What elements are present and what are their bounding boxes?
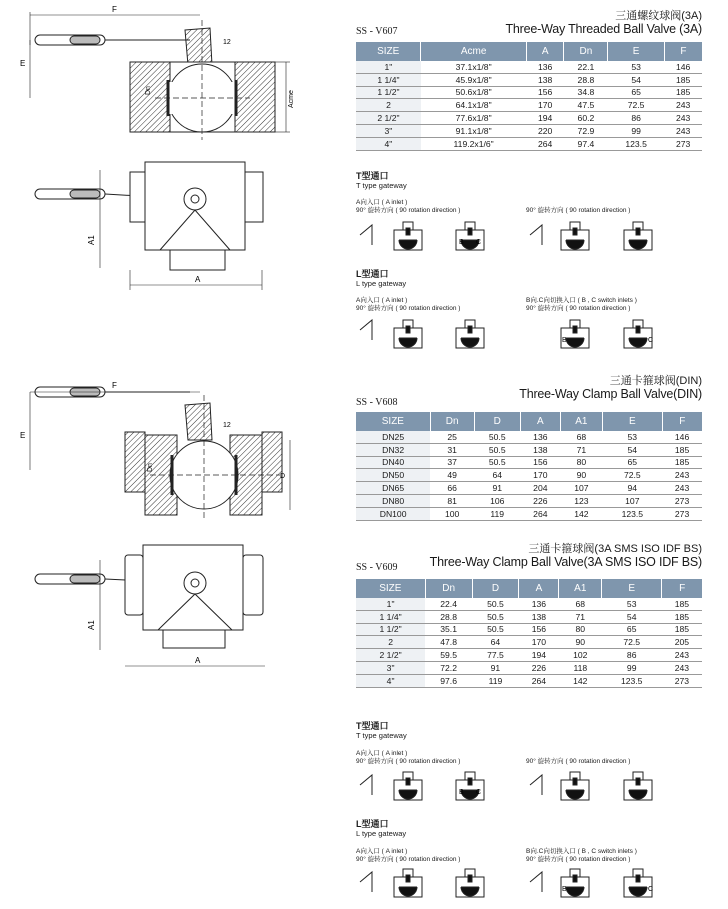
table-cell: 107 bbox=[560, 482, 602, 495]
port-B-4: B bbox=[562, 886, 567, 893]
table-cell: 37.1x1/8" bbox=[421, 61, 526, 73]
table-cell: 4" bbox=[356, 137, 421, 150]
v608-header-0: SIZE bbox=[356, 412, 430, 431]
gateway-symbols-2 bbox=[360, 772, 652, 897]
table-cell: 100 bbox=[430, 507, 474, 520]
v609-header-5: E bbox=[602, 579, 662, 598]
table-cell: 1 1/4" bbox=[356, 610, 425, 623]
table-cell: 156 bbox=[526, 86, 564, 99]
table-cell: 273 bbox=[662, 494, 702, 507]
a-inlet-text: A向入口 ( A inlet ) bbox=[356, 199, 408, 206]
table-cell: 72.5 bbox=[602, 636, 662, 649]
v608-header-3: A bbox=[520, 412, 560, 431]
table-cell: 4" bbox=[356, 674, 425, 687]
table-cell: 54 bbox=[602, 610, 662, 623]
table-cell: 136 bbox=[520, 431, 560, 443]
rotation-text: 90° 旋转方向 ( 90 rotation direction ) bbox=[356, 758, 461, 765]
table-cell: 80 bbox=[560, 456, 602, 469]
v609-header-6: F bbox=[662, 579, 702, 598]
table-cell: 50.5 bbox=[474, 443, 520, 456]
table-cell: 2 bbox=[356, 636, 425, 649]
v608-header-4: A1 bbox=[560, 412, 602, 431]
port-B-2: B bbox=[562, 337, 567, 344]
port-C-2: C bbox=[648, 337, 654, 344]
rotation-text: 90° 旋转方向 ( 90 rotation direction ) bbox=[356, 207, 461, 214]
dim-A1-1: A1 bbox=[87, 235, 96, 245]
table-cell: 170 bbox=[520, 469, 560, 482]
dim-F-1: F bbox=[112, 5, 117, 14]
port-C-3: C bbox=[476, 789, 482, 796]
table-cell: 86 bbox=[602, 649, 662, 662]
v609-top-view bbox=[35, 545, 265, 666]
table-cell: 119 bbox=[474, 507, 520, 520]
table-cell: 28.8 bbox=[425, 610, 472, 623]
table-cell: 50.5 bbox=[472, 598, 519, 610]
v608-header-2: D bbox=[474, 412, 520, 431]
table-cell: 243 bbox=[664, 99, 702, 112]
v609-model: SS - V609 bbox=[356, 562, 398, 573]
table-cell: 264 bbox=[519, 674, 559, 687]
v608-header-1: Dn bbox=[430, 412, 474, 431]
table-cell: 1 1/2" bbox=[356, 623, 425, 636]
table-cell: 107 bbox=[602, 494, 662, 507]
table-cell: 72.5 bbox=[602, 469, 662, 482]
table-cell: 226 bbox=[519, 661, 559, 674]
table-cell: 1 1/2" bbox=[356, 86, 421, 99]
table-cell: 45.9x1/8" bbox=[421, 73, 526, 86]
table-cell: 49 bbox=[430, 469, 474, 482]
table-cell: 25 bbox=[430, 431, 474, 443]
v608-title-cn: 三通卡箍球阀(DIN) bbox=[609, 375, 702, 387]
dim-D-1: D bbox=[280, 473, 286, 480]
table-cell: 243 bbox=[664, 112, 702, 125]
t-gateway-cn: T型通口 bbox=[356, 721, 389, 731]
dim-F-2: F bbox=[112, 381, 117, 390]
table-cell: 72.5 bbox=[608, 99, 664, 112]
t-gateway-en: T type gateway bbox=[356, 181, 407, 190]
t-gateway-cn: T型通口 bbox=[356, 171, 389, 181]
v608-model: SS - V608 bbox=[356, 397, 398, 408]
table-cell: 50.5 bbox=[472, 623, 519, 636]
v607-header-0: SIZE bbox=[356, 42, 421, 61]
table-cell: 3" bbox=[356, 124, 421, 137]
table-cell: 106 bbox=[474, 494, 520, 507]
v608-front-view bbox=[30, 387, 290, 520]
port-C-1: C bbox=[476, 239, 482, 246]
table-cell: 138 bbox=[520, 443, 560, 456]
table-cell: 185 bbox=[662, 623, 702, 636]
table-cell: 138 bbox=[519, 610, 559, 623]
table-cell: 47.5 bbox=[564, 99, 608, 112]
bc-inlet-text: B向.C向切换入口 ( B , C switch inlets ) bbox=[526, 848, 637, 855]
table-cell: 1 1/4" bbox=[356, 73, 421, 86]
v607-header-2: A bbox=[526, 42, 564, 61]
l-gateway-en: L type gateway bbox=[356, 279, 407, 288]
rotate-arrow-icon bbox=[360, 225, 372, 245]
table-cell: 102 bbox=[559, 649, 602, 662]
rotation-text: 90° 旋转方向 ( 90 rotation direction ) bbox=[356, 305, 461, 312]
l-gateway-cn: L型通口 bbox=[356, 269, 389, 279]
table-cell: 97.4 bbox=[564, 137, 608, 150]
table-cell: DN25 bbox=[356, 431, 430, 443]
table-cell: 64 bbox=[472, 636, 519, 649]
table-cell: 81 bbox=[430, 494, 474, 507]
v607-header-4: E bbox=[608, 42, 664, 61]
rotate-arrow-icon bbox=[360, 872, 372, 892]
table-cell: 185 bbox=[664, 73, 702, 86]
dim-A-2: A bbox=[195, 656, 201, 665]
table-cell: 50.5 bbox=[474, 431, 520, 443]
v609-header-3: A bbox=[519, 579, 559, 598]
table-cell: 28.8 bbox=[564, 73, 608, 86]
rotate-arrow-icon bbox=[530, 225, 542, 245]
l-gateway-cn: L型通口 bbox=[356, 819, 389, 829]
table-cell: 22.4 bbox=[425, 598, 472, 610]
gateway-symbols-1 bbox=[360, 222, 652, 348]
table-cell: 118 bbox=[559, 661, 602, 674]
table-cell: 220 bbox=[526, 124, 564, 137]
table-cell: 91 bbox=[472, 661, 519, 674]
dim-E-2: E bbox=[20, 431, 26, 440]
v608-title-en: Three-Way Clamp Ball Valve(DIN) bbox=[519, 387, 702, 401]
dim-Dn-2: Dn bbox=[147, 463, 154, 472]
table-cell: DN65 bbox=[356, 482, 430, 495]
a-inlet-text: A向入口 ( A inlet ) bbox=[356, 750, 408, 757]
table-cell: DN32 bbox=[356, 443, 430, 456]
table-cell: 243 bbox=[662, 649, 702, 662]
rotation-text: 90° 旋转方向 ( 90 rotation direction ) bbox=[526, 207, 631, 214]
table-cell: 47.8 bbox=[425, 636, 472, 649]
table-cell: 243 bbox=[662, 482, 702, 495]
table-cell: 64 bbox=[474, 469, 520, 482]
table-cell: DN80 bbox=[356, 494, 430, 507]
table-cell: 31 bbox=[430, 443, 474, 456]
rotation-text: 90° 旋转方向 ( 90 rotation direction ) bbox=[526, 856, 631, 863]
table-cell: 185 bbox=[664, 86, 702, 99]
table-cell: 123.5 bbox=[608, 137, 664, 150]
v607-model: SS - V607 bbox=[356, 26, 398, 37]
table-cell: 71 bbox=[559, 610, 602, 623]
table-cell: 156 bbox=[519, 623, 559, 636]
table-cell: 185 bbox=[662, 443, 702, 456]
table-cell: 99 bbox=[608, 124, 664, 137]
t-gateway-en: T type gateway bbox=[356, 731, 407, 740]
table-cell: 71 bbox=[560, 443, 602, 456]
table-cell: 60.2 bbox=[564, 112, 608, 125]
v607-header-1: Acme bbox=[421, 42, 526, 61]
table-cell: 264 bbox=[520, 507, 560, 520]
table-cell: 72.2 bbox=[425, 661, 472, 674]
table-cell: 50.5 bbox=[474, 456, 520, 469]
table-cell: 170 bbox=[519, 636, 559, 649]
table-cell: 273 bbox=[664, 137, 702, 150]
table-cell: 22.1 bbox=[564, 61, 608, 73]
table-cell: 123.5 bbox=[602, 674, 662, 687]
v609-title-en: Three-Way Clamp Ball Valve(3A SMS ISO IDF BS) bbox=[429, 555, 702, 569]
table-cell: 273 bbox=[662, 507, 702, 520]
v609-header-4: A1 bbox=[559, 579, 602, 598]
table-cell: 170 bbox=[526, 99, 564, 112]
table-cell: 72.9 bbox=[564, 124, 608, 137]
table-cell: 34.8 bbox=[564, 86, 608, 99]
table-cell: 66 bbox=[430, 482, 474, 495]
v608-header-5: E bbox=[602, 412, 662, 431]
table-cell: 146 bbox=[664, 61, 702, 73]
v608-header-6: F bbox=[662, 412, 702, 431]
table-cell: 146 bbox=[662, 431, 702, 443]
l-gateway-en: L type gateway bbox=[356, 829, 407, 838]
table-cell: 94 bbox=[602, 482, 662, 495]
port-C-4: C bbox=[648, 886, 654, 893]
table-cell: 123.5 bbox=[602, 507, 662, 520]
table-cell: 205 bbox=[662, 636, 702, 649]
table-cell: 243 bbox=[662, 661, 702, 674]
table-cell: 2 1/2" bbox=[356, 649, 425, 662]
table-cell: 136 bbox=[519, 598, 559, 610]
table-cell: 142 bbox=[559, 674, 602, 687]
table-cell: 99 bbox=[602, 661, 662, 674]
table-cell: 53 bbox=[608, 61, 664, 73]
table-cell: 90 bbox=[560, 469, 602, 482]
table-cell: 68 bbox=[560, 431, 602, 443]
table-cell: 50.5 bbox=[472, 610, 519, 623]
table-cell: DN40 bbox=[356, 456, 430, 469]
table-cell: 156 bbox=[520, 456, 560, 469]
dim-angle-2: 12 bbox=[223, 422, 231, 429]
rotate-arrow-icon bbox=[360, 775, 372, 795]
rotate-arrow-icon bbox=[530, 872, 542, 892]
table-cell: 54 bbox=[602, 443, 662, 456]
port-B-3: B bbox=[459, 789, 464, 796]
table-cell: 53 bbox=[602, 598, 662, 610]
table-cell: 54 bbox=[608, 73, 664, 86]
table-cell: 142 bbox=[560, 507, 602, 520]
rotate-arrow-icon bbox=[360, 320, 372, 340]
rotation-text: 90° 旋转方向 ( 90 rotation direction ) bbox=[356, 856, 461, 863]
table-cell: 2 1/2" bbox=[356, 112, 421, 125]
v609-header-1: Dn bbox=[425, 579, 472, 598]
v607-top-view bbox=[35, 162, 263, 290]
table-cell: 185 bbox=[662, 610, 702, 623]
v607-title-cn: 三通螺纹球阀(3A) bbox=[615, 10, 702, 22]
dim-A1-2: A1 bbox=[87, 620, 96, 630]
table-cell: 50.6x1/8" bbox=[421, 86, 526, 99]
table-cell: 1" bbox=[356, 598, 425, 610]
table-cell: 37 bbox=[430, 456, 474, 469]
table-cell: DN50 bbox=[356, 469, 430, 482]
v609-header-2: D bbox=[472, 579, 519, 598]
table-cell: 185 bbox=[662, 598, 702, 610]
table-cell: 65 bbox=[608, 86, 664, 99]
rotation-text: 90° 旋转方向 ( 90 rotation direction ) bbox=[526, 758, 631, 765]
table-cell: 123 bbox=[560, 494, 602, 507]
table-cell: 35.1 bbox=[425, 623, 472, 636]
rotate-arrow-icon bbox=[530, 775, 542, 795]
table-cell: 91.1x1/8" bbox=[421, 124, 526, 137]
table-cell: 53 bbox=[602, 431, 662, 443]
table-cell: 91 bbox=[474, 482, 520, 495]
table-cell: 204 bbox=[520, 482, 560, 495]
v607-header-5: F bbox=[664, 42, 702, 61]
table-cell: 65 bbox=[602, 456, 662, 469]
a-inlet-text: A向入口 ( A inlet ) bbox=[356, 848, 408, 855]
table-cell: 136 bbox=[526, 61, 564, 73]
table-cell: 80 bbox=[559, 623, 602, 636]
table-cell: 243 bbox=[664, 124, 702, 137]
table-cell: 90 bbox=[559, 636, 602, 649]
dim-Acme-1: Acme bbox=[288, 90, 295, 108]
table-cell: 194 bbox=[526, 112, 564, 125]
table-cell: 64.1x1/8" bbox=[421, 99, 526, 112]
table-cell: DN100 bbox=[356, 507, 430, 520]
table-cell: 65 bbox=[602, 623, 662, 636]
bc-inlet-text: B向.C向切换入口 ( B , C switch inlets ) bbox=[526, 297, 637, 304]
rotation-text: 90° 旋转方向 ( 90 rotation direction ) bbox=[526, 305, 631, 312]
table-cell: 86 bbox=[608, 112, 664, 125]
table-cell: 77.5 bbox=[472, 649, 519, 662]
table-cell: 226 bbox=[520, 494, 560, 507]
v609-header-0: SIZE bbox=[356, 579, 425, 598]
table-cell: 3" bbox=[356, 661, 425, 674]
table-cell: 68 bbox=[559, 598, 602, 610]
v607-title-en: Three-Way Threaded Ball Valve (3A) bbox=[505, 22, 702, 36]
table-cell: 2 bbox=[356, 99, 421, 112]
table-cell: 273 bbox=[662, 674, 702, 687]
table-cell: 1" bbox=[356, 61, 421, 73]
dim-E-1: E bbox=[20, 59, 26, 68]
table-cell: 138 bbox=[526, 73, 564, 86]
dim-angle-1: 12 bbox=[223, 39, 231, 46]
v607-header-3: Dn bbox=[564, 42, 608, 61]
table-cell: 77.6x1/8" bbox=[421, 112, 526, 125]
table-cell: 59.5 bbox=[425, 649, 472, 662]
v607-front-view bbox=[30, 12, 290, 140]
port-B-1: B bbox=[459, 239, 464, 246]
table-cell: 264 bbox=[526, 137, 564, 150]
table-cell: 243 bbox=[662, 469, 702, 482]
table-cell: 185 bbox=[662, 456, 702, 469]
table-cell: 97.6 bbox=[425, 674, 472, 687]
table-cell: 119.2x1/6" bbox=[421, 137, 526, 150]
table-cell: 194 bbox=[519, 649, 559, 662]
table-cell: 119 bbox=[472, 674, 519, 687]
v609-title-cn: 三通卡箍球阀(3A SMS ISO IDF BS) bbox=[528, 543, 702, 555]
a-inlet-text: A向入口 ( A inlet ) bbox=[356, 297, 408, 304]
dim-Dn-1: Dn bbox=[145, 86, 152, 95]
dim-A-1: A bbox=[195, 275, 201, 284]
